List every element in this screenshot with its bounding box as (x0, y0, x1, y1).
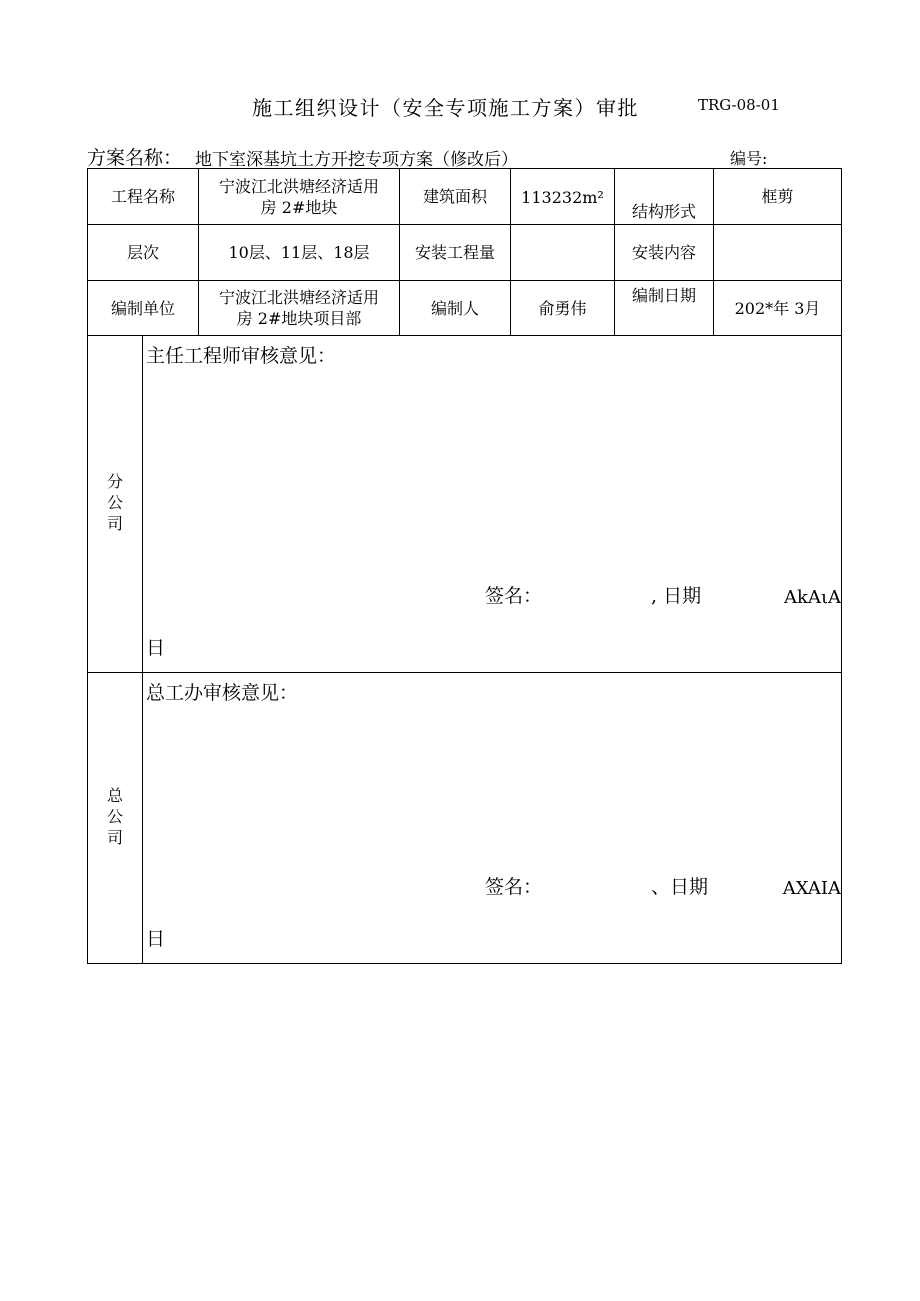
hq-label (88, 673, 143, 964)
date-label: 编制日期 (615, 281, 714, 336)
unit-line1: 宁波江北洪塘经济适用 (219, 288, 380, 307)
branch-label-char: 司 (106, 513, 123, 533)
plan-name-label: 方案名称： (87, 147, 183, 169)
branch-date-value: AkAιA (784, 587, 842, 608)
floors-value: 10层、11层、18层 (199, 225, 400, 281)
install-qty-label: 安装工程量 (400, 225, 511, 281)
branch-date-label: , 日期 (651, 585, 702, 607)
author-label: 编制人 (400, 281, 511, 336)
form-title (0, 92, 920, 122)
install-content-value (714, 225, 842, 281)
form-title-text: 施工组织设计（安全专项施工方案）审批 (252, 96, 639, 120)
project-name-label: 工程名称 (88, 169, 199, 225)
project-name-line1: 宁波江北洪塘经济适用 (219, 176, 380, 196)
plan-number-label: 编号: (730, 149, 768, 168)
project-name-line2: 房 2#地块 (260, 197, 338, 217)
unit-value (199, 281, 400, 336)
area-label: 建筑面积 (400, 169, 511, 225)
hq-date-value: AXAIA (782, 878, 842, 899)
floors-label: 层次 (88, 225, 199, 281)
structure-label: 结构形式 (615, 169, 714, 225)
install-content-label: 安装内容 (615, 225, 714, 281)
hq-opinion-cell[interactable] (143, 673, 842, 964)
hq-label-char: 司 (106, 827, 123, 847)
row-project (88, 169, 842, 225)
branch-opinion-cell[interactable] (143, 336, 842, 673)
install-qty-value (511, 225, 615, 281)
plan-name-value: 地下室深基坑土方开挖专项方案（修改后） (195, 150, 518, 170)
branch-label (88, 336, 143, 673)
branch-label-char: 公 (106, 492, 123, 512)
unit-line2: 房 2#地块项目部 (236, 309, 362, 328)
hq-opinion-heading: 总工办审核意见： (146, 682, 299, 704)
form-code: TRG-08-01 (698, 96, 780, 114)
branch-day-char: 日 (146, 637, 166, 659)
branch-opinion-heading: 主任工程师审核意见： (146, 345, 337, 367)
structure-value: 框剪 (714, 169, 842, 225)
row-hq-opinion (88, 673, 842, 964)
hq-label-char: 公 (106, 806, 123, 826)
row-unit (88, 281, 842, 336)
row-branch-opinion (88, 336, 842, 673)
area-value: 113232m² (511, 169, 615, 225)
approval-table (87, 168, 842, 964)
hq-date-label: 、日期 (651, 876, 709, 898)
plan-name-line (87, 143, 841, 169)
unit-label: 编制单位 (88, 281, 199, 336)
date-value: 202*年 3月 (714, 281, 842, 336)
hq-sign-label: 签名： (485, 876, 543, 898)
branch-sign-label: 签名： (485, 585, 543, 607)
hq-day-char: 日 (146, 928, 166, 950)
row-floors (88, 225, 842, 281)
project-name-value (199, 169, 400, 225)
hq-label-char: 总 (106, 785, 123, 805)
branch-label-char: 分 (106, 471, 123, 491)
author-value: 俞勇伟 (511, 281, 615, 336)
